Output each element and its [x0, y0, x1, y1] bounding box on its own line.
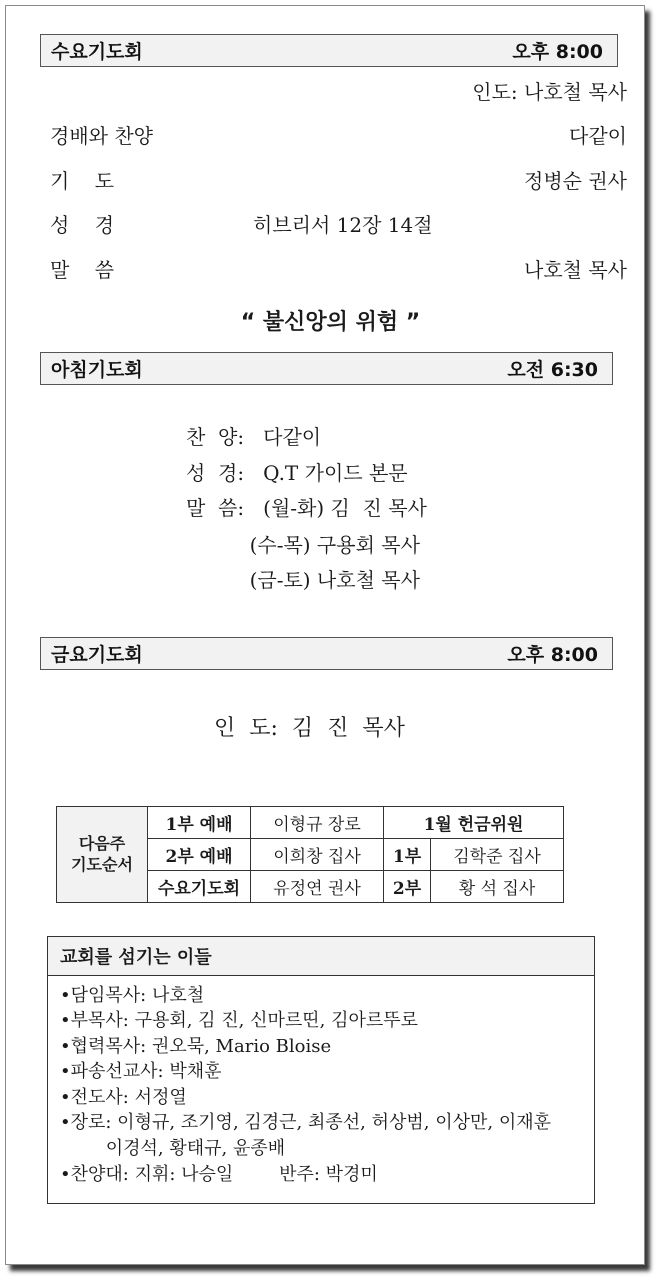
servants-line: •담임목사: 나호철	[60, 985, 205, 1006]
wednesday-item-label: 말 씀	[50, 258, 115, 282]
offering-header: 1월 헌금위원	[384, 807, 564, 839]
servants-line: •파송선교사: 박채훈	[60, 1061, 222, 1082]
wednesday-time: 오후 8:00	[512, 41, 603, 63]
table-row	[57, 807, 564, 839]
friday-leader: 인 도: 김 진 목사	[214, 716, 405, 741]
morning-title: 아침기도회	[51, 359, 143, 381]
wednesday-item-right: 다같이	[569, 124, 627, 148]
service-cell: 1부 예배	[148, 807, 251, 839]
schedule-row-header: 다음주 기도순서	[57, 807, 148, 903]
morning-header	[40, 352, 613, 385]
person-cell: 유정연 권사	[251, 871, 384, 903]
servants-title: 교회를 섬기는 이들	[48, 937, 594, 976]
servants-line: 이경석, 황태규, 윤종배	[60, 1138, 286, 1159]
wednesday-item-label: 성 경	[50, 213, 115, 237]
person-cell: 이희창 집사	[251, 839, 384, 871]
person-cell: 이형규 장로	[251, 807, 384, 839]
morning-time: 오전 6:30	[507, 359, 598, 381]
sermon-title: “ 불신앙의 위험 ”	[240, 310, 421, 335]
next-week-schedule-table	[56, 806, 564, 903]
servants-box	[47, 936, 595, 1204]
servants-line: •부목사: 구용회, 김 진, 신마르띤, 김아르뚜로	[60, 1010, 419, 1031]
offering-part-cell: 2부	[384, 871, 431, 903]
servants-line: •장로: 이형규, 조기영, 김경근, 최종선, 허상범, 이상만, 이재훈	[60, 1112, 551, 1133]
servants-line: •협력목사: 권오묵, Mario Bloise	[60, 1036, 332, 1057]
service-cell: 수요기도회	[148, 871, 251, 903]
offering-part-cell: 1부	[384, 839, 431, 871]
offering-name-cell: 김학준 집사	[431, 839, 564, 871]
morning-line: (수-목) 구용회 목사	[186, 533, 420, 557]
wednesday-item-right: 정병순 권사	[524, 169, 627, 193]
service-cell: 2부 예배	[148, 839, 251, 871]
friday-title: 금요기도회	[51, 644, 143, 666]
wednesday-item-label: 경배와 찬양	[50, 124, 153, 148]
wednesday-header	[40, 34, 618, 67]
morning-line: 찬 양: 다같이	[186, 425, 322, 449]
friday-time: 오후 8:00	[507, 644, 598, 666]
wednesday-item-middle: 히브리서 12장 14절	[253, 213, 433, 237]
servants-line: •찬양대: 지휘: 나승일 반주: 박경미	[60, 1164, 378, 1185]
morning-line: 성 경: Q.T 가이드 본문	[186, 461, 408, 485]
wednesday-item-right: 나호철 목사	[524, 258, 627, 282]
morning-line: (금-토) 나호철 목사	[186, 568, 420, 592]
wednesday-leader: 인도: 나호철 목사	[472, 80, 627, 104]
morning-line: 말 씀: (월-화) 김 진 목사	[186, 496, 427, 520]
wednesday-title: 수요기도회	[51, 41, 143, 63]
friday-header	[40, 637, 613, 670]
wednesday-item-label: 기 도	[50, 169, 115, 193]
servants-line: •전도사: 서정열	[60, 1087, 187, 1108]
offering-name-cell: 황 석 집사	[431, 871, 564, 903]
